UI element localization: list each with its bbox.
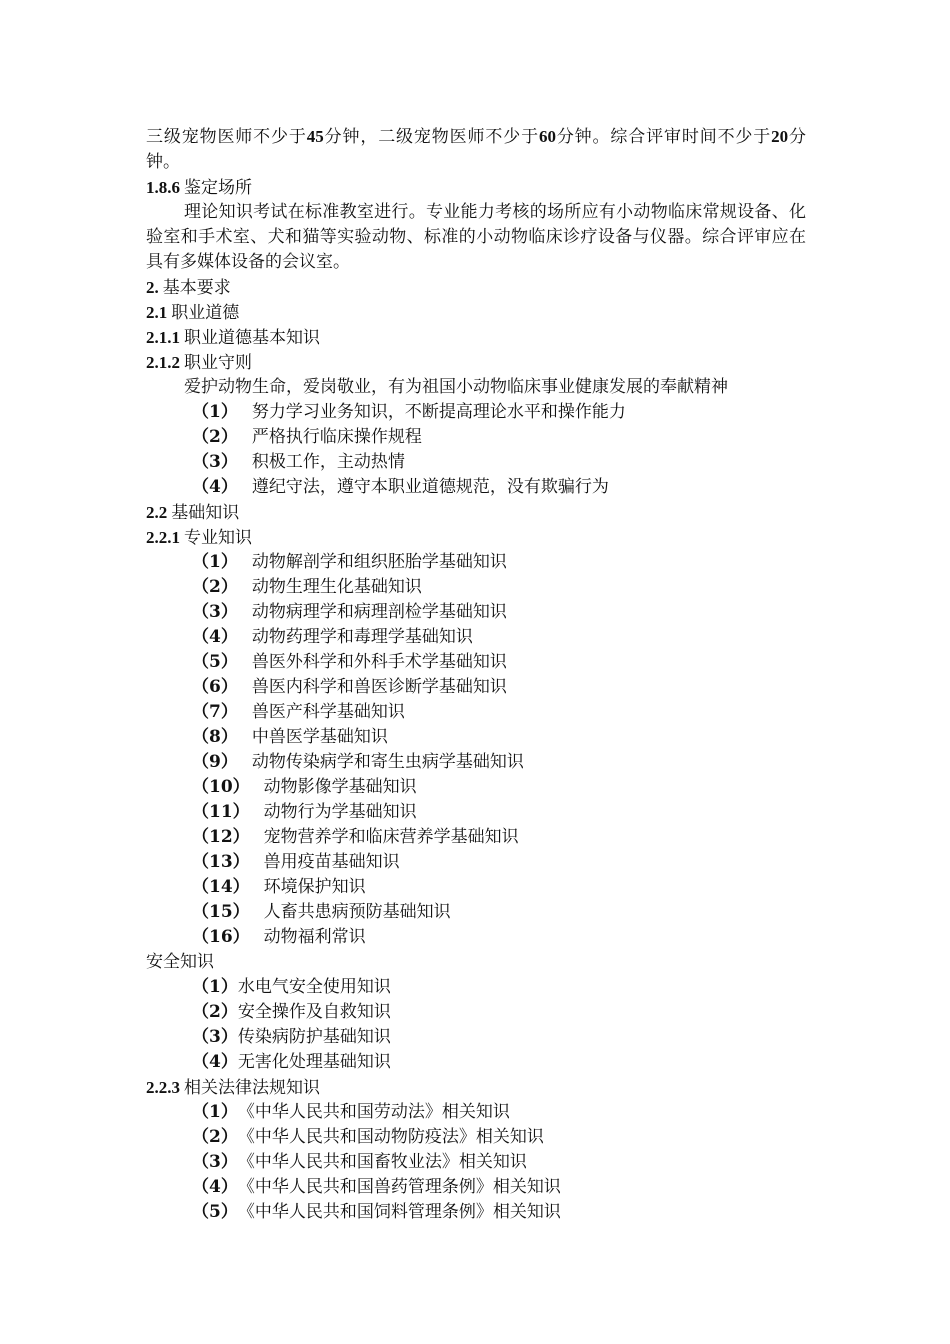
code-of-conduct-lead: 爱护动物生命，爱岗敬业，有为祖国小动物临床事业健康发展的奉献精神 — [184, 377, 728, 397]
list-item — [146, 400, 806, 425]
list-item — [146, 850, 806, 875]
list-text: 努力学习业务知识，不断提高理论水平和操作能力 — [251, 402, 626, 422]
section-title: 鉴定场所 — [184, 178, 252, 198]
list-number: （1） — [192, 977, 238, 997]
list-number: （3） — [192, 452, 238, 472]
list-number: （16） — [192, 927, 250, 947]
section-heading-2-1-1 — [146, 325, 806, 350]
list-number: （9） — [192, 752, 238, 772]
section-title: 专业知识 — [184, 528, 252, 548]
list-number: （1） — [192, 1102, 238, 1122]
section-number: 2.1 — [146, 303, 168, 322]
list-number: （4） — [192, 627, 238, 647]
list-number: （3） — [192, 1027, 238, 1047]
list-item — [146, 1200, 806, 1225]
list-text: 《中华人民共和国劳动法》相关知识 — [237, 1102, 510, 1122]
list-number: （4） — [192, 1177, 238, 1197]
section-number: 2.1.2 — [146, 353, 180, 372]
list-number: （1） — [192, 552, 238, 572]
list-text: 中兽医学基础知识 — [251, 727, 388, 747]
text-run: 三级宠物医师不少于 — [146, 127, 307, 147]
section-heading-2-1 — [146, 300, 806, 325]
list-item — [146, 550, 806, 575]
list-number: （3） — [192, 1152, 238, 1172]
list-item — [146, 1000, 806, 1025]
list-item — [146, 1150, 806, 1175]
text-run: 分钟。综合评审时间不少于 — [555, 127, 772, 147]
list-item — [146, 675, 806, 700]
list-number: （6） — [192, 677, 238, 697]
list-text: 安全操作及自救知识 — [237, 1002, 391, 1022]
list-number: （11） — [192, 802, 250, 822]
list-number: （2） — [192, 577, 238, 597]
list-text: 动物传染病学和寄生虫病学基础知识 — [251, 752, 524, 772]
section-number: 1.8.6 — [146, 178, 180, 197]
duration-value: 20 — [771, 127, 789, 146]
list-text: 动物药理学和毒理学基础知识 — [251, 627, 473, 647]
list-text: 动物影像学基础知识 — [263, 777, 417, 797]
list-number: （15） — [192, 902, 250, 922]
list-item — [146, 750, 806, 775]
list-text: 传染病防护基础知识 — [237, 1027, 391, 1047]
section-heading-2-2 — [146, 500, 806, 525]
section-heading-2-2-1 — [146, 525, 806, 550]
list-number: （4） — [192, 1052, 238, 1072]
list-item — [146, 875, 806, 900]
list-number: （2） — [192, 1127, 238, 1147]
section-number: 2.2.3 — [146, 1078, 180, 1097]
section-heading-safety: 安全知识 — [146, 952, 214, 972]
section-heading-1-8-6 — [146, 175, 806, 200]
list-item — [146, 975, 806, 1000]
section-number: 2.1.1 — [146, 328, 180, 347]
list-item — [146, 925, 806, 950]
list-item — [146, 650, 806, 675]
section-heading-2-2-3 — [146, 1075, 806, 1100]
section-title: 基本要求 — [162, 278, 231, 298]
list-item — [146, 725, 806, 750]
list-item — [146, 450, 806, 475]
duration-value: 60 — [538, 127, 556, 146]
list-text: 《中华人民共和国动物防疫法》相关知识 — [237, 1127, 544, 1147]
list-item — [146, 575, 806, 600]
list-number: （5） — [192, 652, 238, 672]
list-text: 动物生理生化基础知识 — [251, 577, 422, 597]
list-text: 兽医内科学和兽医诊断学基础知识 — [251, 677, 507, 697]
list-item — [146, 825, 806, 850]
duration-value: 45 — [306, 127, 324, 146]
list-text: 兽用疫苗基础知识 — [263, 852, 400, 872]
list-item — [146, 900, 806, 925]
list-item — [146, 775, 806, 800]
section-title: 基础知识 — [171, 503, 240, 523]
section-title: 职业守则 — [184, 353, 252, 373]
list-number: （10） — [192, 777, 250, 797]
list-text: 水电气安全使用知识 — [237, 977, 391, 997]
list-text: 环境保护知识 — [263, 877, 366, 897]
list-text: 兽医外科学和外科手术学基础知识 — [251, 652, 507, 672]
list-item — [146, 625, 806, 650]
list-number: （7） — [192, 702, 238, 722]
list-text: 遵纪守法，遵守本职业道德规范，没有欺骗行为 — [251, 477, 609, 497]
list-item — [146, 1125, 806, 1150]
list-text: 宠物营养学和临床营养学基础知识 — [263, 827, 519, 847]
list-text: 兽医产科学基础知识 — [251, 702, 405, 722]
list-item — [146, 800, 806, 825]
list-number: （2） — [192, 427, 238, 447]
list-item — [146, 700, 806, 725]
exam-duration-paragraph — [146, 124, 806, 175]
list-text: 动物行为学基础知识 — [263, 802, 417, 822]
text-run: 分钟，二级宠物医师不少于 — [323, 127, 539, 147]
list-item — [146, 1100, 806, 1125]
list-text: 积极工作，主动热情 — [251, 452, 405, 472]
list-number: （5） — [192, 1202, 238, 1222]
section-number: 2.2 — [146, 503, 168, 522]
section-number: 2.2.1 — [146, 528, 180, 547]
text-run: 分钟。 — [146, 127, 807, 172]
list-text: 动物解剖学和组织胚胎学基础知识 — [251, 552, 507, 572]
section-title: 职业道德基本知识 — [184, 328, 320, 348]
list-text: 《中华人民共和国兽药管理条例》相关知识 — [237, 1177, 561, 1197]
list-number: （4） — [192, 477, 238, 497]
list-number: （12） — [192, 827, 250, 847]
list-number: （3） — [192, 602, 238, 622]
list-number: （2） — [192, 1002, 238, 1022]
section-heading-2 — [146, 275, 806, 300]
section-number: 2. — [146, 278, 159, 297]
list-item — [146, 425, 806, 450]
list-item — [146, 1050, 806, 1075]
list-text: 动物病理学和病理剖检学基础知识 — [251, 602, 507, 622]
list-item — [146, 1025, 806, 1050]
list-text: 人畜共患病预防基础知识 — [263, 902, 451, 922]
list-number: （1） — [192, 402, 238, 422]
list-number: （14） — [192, 877, 250, 897]
venue-paragraph: 理论知识考试在标准教室进行。专业能力考核的场所应有小动物临床常规设备、化验室和手术室、犬和猫等实验动物、标准的小动物临床诊疗设备与仪器。综合评审应在具有多媒体设备的会议室。 — [146, 202, 806, 272]
list-item — [146, 1175, 806, 1200]
list-item — [146, 475, 806, 500]
list-text: 严格执行临床操作规程 — [251, 427, 422, 447]
list-item — [146, 600, 806, 625]
section-heading-2-1-2 — [146, 350, 806, 375]
section-title: 相关法律法规知识 — [184, 1078, 320, 1098]
list-text: 《中华人民共和国畜牧业法》相关知识 — [237, 1152, 527, 1172]
list-text: 动物福利常识 — [263, 927, 366, 947]
section-title: 职业道德 — [171, 303, 240, 323]
list-number: （8） — [192, 727, 238, 747]
list-number: （13） — [192, 852, 250, 872]
document-body — [146, 124, 806, 1225]
list-text: 无害化处理基础知识 — [237, 1052, 391, 1072]
list-text: 《中华人民共和国饲料管理条例》相关知识 — [237, 1202, 561, 1222]
